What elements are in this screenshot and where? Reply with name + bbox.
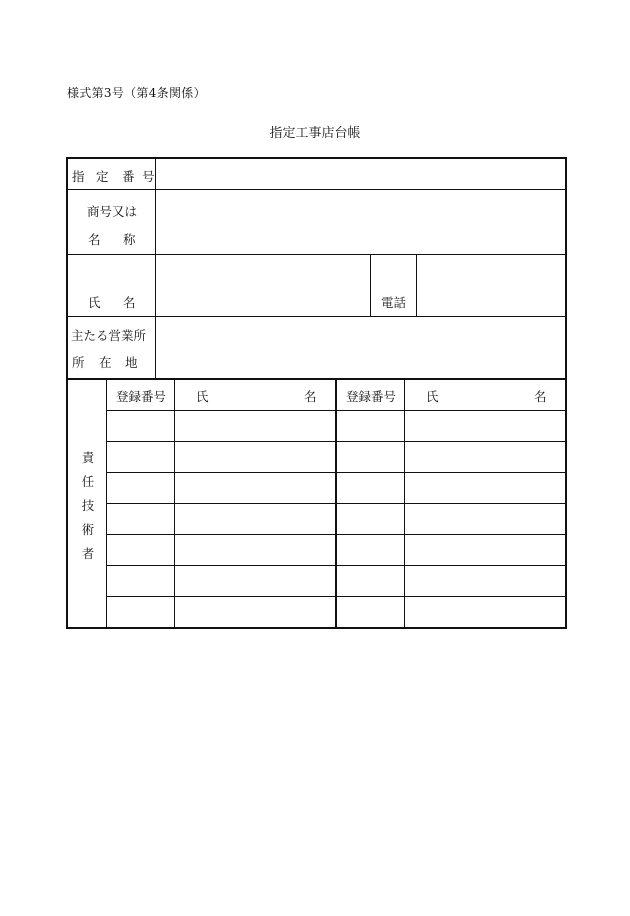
engineer-row-line <box>106 565 567 566</box>
phone-divider <box>416 254 417 316</box>
row-divider <box>66 316 567 317</box>
engineer-row-line <box>106 472 567 473</box>
engineer-row-line <box>106 534 567 535</box>
phone-label: 電話 <box>381 295 407 310</box>
row-divider <box>66 378 567 380</box>
reg-no-header: 登録番号 <box>346 389 397 404</box>
page-title: 指定工事店台帳 <box>269 126 361 141</box>
reg-no-header: 登録番号 <box>116 389 167 404</box>
engineer-row-line <box>106 596 567 597</box>
row-divider <box>66 189 567 190</box>
engineer-row-line <box>106 410 567 411</box>
phone-divider <box>370 254 371 316</box>
form-number: 様式第3号（第4条関係） <box>67 86 206 100</box>
row-divider <box>66 254 567 255</box>
engineer-row-line <box>106 441 567 442</box>
office-label: 主たる営業所 <box>71 328 147 343</box>
label-column-divider <box>155 157 156 379</box>
engineer-side-label: 責 任 技 術 者 <box>81 450 95 561</box>
trade-name-label: 商号又は <box>87 204 138 219</box>
engineer-row-line <box>106 503 567 504</box>
